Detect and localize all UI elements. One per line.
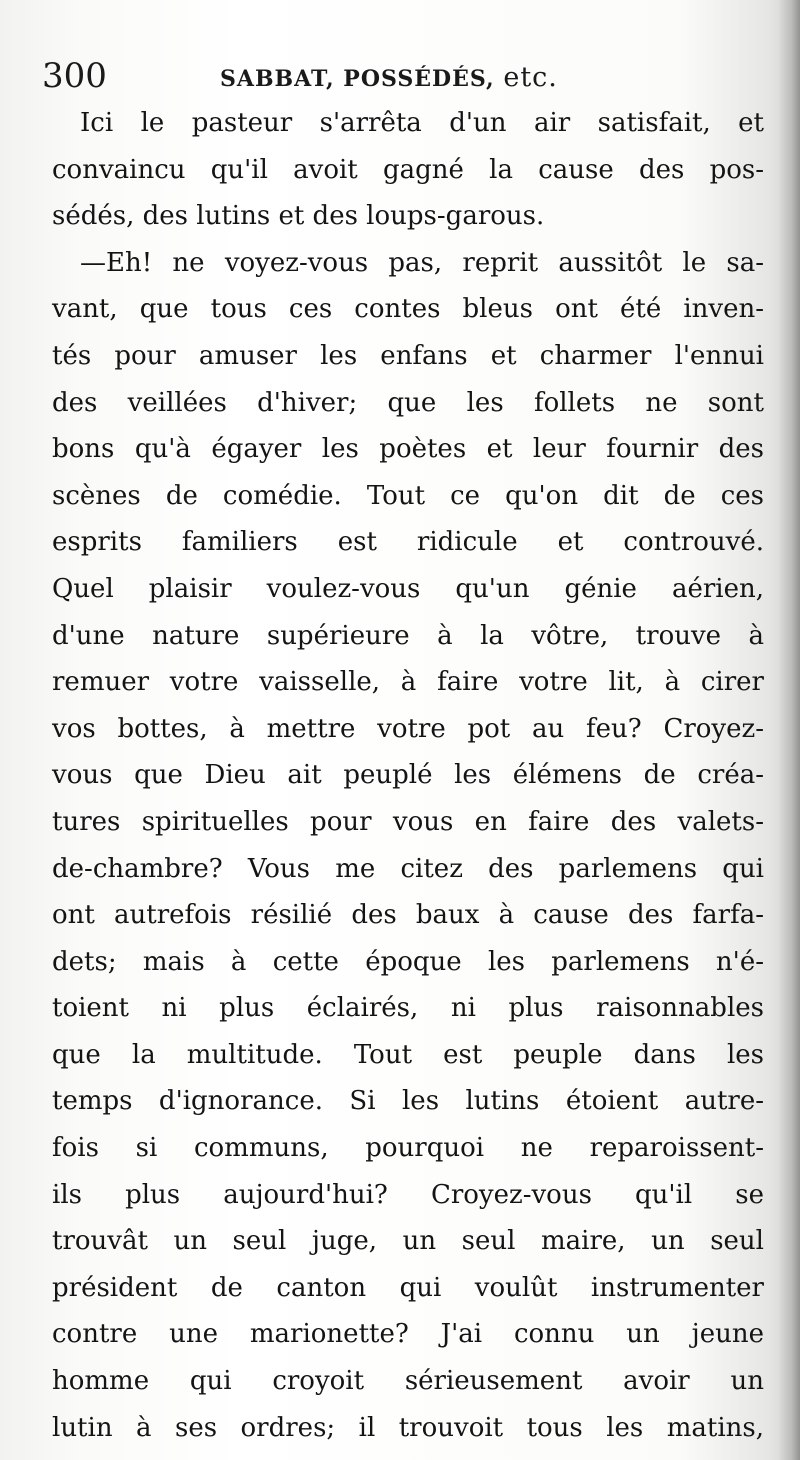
text-line: sédés, des lutins et des loups-garous. <box>52 201 545 232</box>
text-line: temps d'ignorance. Si les lutins étoient autre- <box>52 1086 764 1117</box>
text-line: remuer votre vaisselle, à faire votre lit, à cirer <box>52 667 764 698</box>
text-line: président de canton qui voulût instrumenter <box>52 1272 764 1303</box>
text-line: bons qu'à égayer les poètes et leur fournir des <box>52 434 764 465</box>
page-number: 300 <box>42 56 107 96</box>
text-line: trouvât un seul juge, un seul maire, un seul <box>52 1226 764 1257</box>
text-line: tés pour amuser les enfans et charmer l'ennui <box>52 340 764 371</box>
text-line: d'une nature supérieure à la vôtre, trouve à <box>52 620 764 651</box>
text-line: fois si communs, pourquoi ne reparoissent- <box>52 1133 764 1164</box>
running-title <box>220 62 558 95</box>
text-line: des veillées d'hiver; que les follets ne sont <box>52 387 764 418</box>
text-line: Ici le pasteur s'arrêta d'un air satisfait, et <box>80 108 764 138</box>
text-line: toient ni plus éclairés, ni plus raisonnables <box>52 993 764 1024</box>
text-line: ils plus aujourd'hui? Croyez-vous qu'il se <box>52 1179 764 1210</box>
running-title-text: SABBAT, POSSÉDÉS, <box>220 66 495 92</box>
text-line: ont autrefois résilié des baux à cause des farfa- <box>52 900 764 931</box>
text-line: convaincu qu'il avoit gagné la cause des pos- <box>52 154 764 185</box>
running-title-etc: etc. <box>503 62 558 93</box>
text-line: —Eh! ne voyez-vous pas, reprit aussitôt le sa- <box>80 247 764 278</box>
text-line: Quel plaisir voulez-vous qu'un génie aérien, <box>52 573 764 604</box>
text-line: esprits familiers est ridicule et controuvé. <box>52 527 764 558</box>
text-line: que la multitude. Tout est peuple dans les <box>52 1039 764 1070</box>
text-line: scènes de comédie. Tout ce qu'on dit de ces <box>52 480 764 511</box>
page-header <box>42 56 762 100</box>
text-line: homme qui croyoit sérieusement avoir un <box>52 1366 764 1397</box>
text-line: dets; mais à cette époque les parlemens n'é- <box>52 946 764 977</box>
text-line: lutin à ses ordres; il trouvoit tous les matins, <box>52 1412 764 1443</box>
text-line: contre une marionette? J'ai connu un jeune <box>52 1319 764 1350</box>
text-line: tures spirituelles pour vous en faire des valets- <box>52 806 764 837</box>
body-text <box>52 100 764 1451</box>
text-line: vous que Dieu ait peuplé les élémens de créa- <box>52 760 764 791</box>
text-line: vant, que tous ces contes bleus ont été inven- <box>52 294 764 325</box>
page-edge-shadow <box>778 0 800 1460</box>
text-line: vos bottes, à mettre votre pot au feu? Croyez- <box>52 713 764 744</box>
text-line: de-chambre? Vous me citez des parlemens qui <box>52 853 764 884</box>
